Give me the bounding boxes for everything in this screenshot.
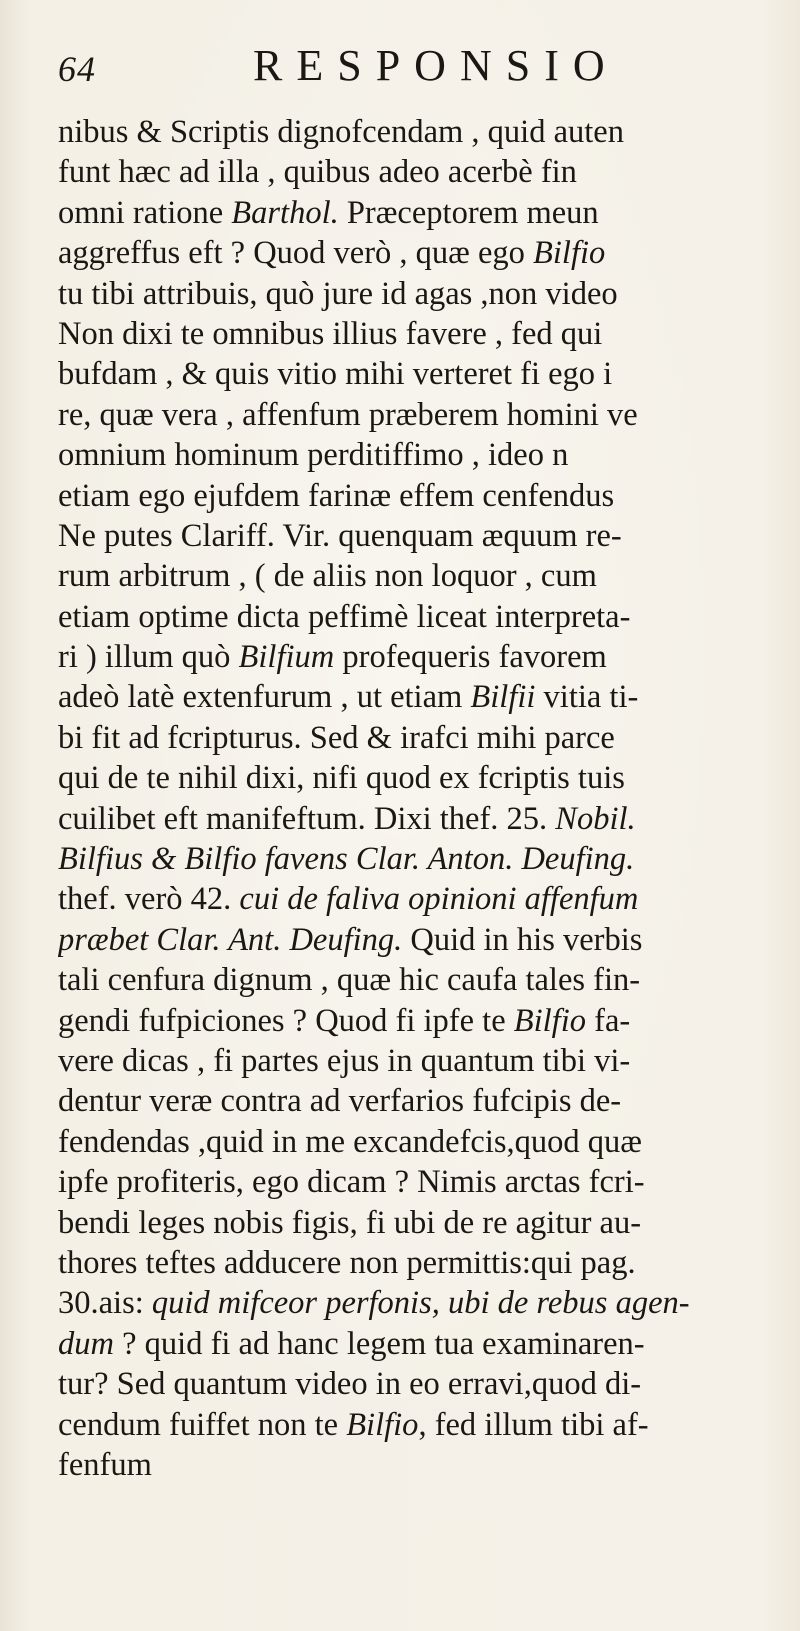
- text-segment: bi fit ad fcripturus. Sed & irafci mihi parce: [58, 719, 615, 756]
- text-segment: aggreffus eft ? Quod verò , quæ ego: [58, 235, 534, 272]
- text-segment: omni ratione: [58, 194, 232, 231]
- text-line: [58, 677, 798, 717]
- text-segment: bendi leges nobis figis, fi ubi de re agitur au-: [58, 1204, 642, 1241]
- text-line: [58, 112, 798, 152]
- text-segment: vere dicas , fi partes ejus in quantum tibi vi-: [58, 1042, 631, 1079]
- text-segment: funt hæc ad illa , quibus adeo acerbè fin: [58, 154, 577, 191]
- italic-text-segment: quid mifceor perfonis, ubi de rebus agen-: [151, 1285, 690, 1322]
- text-line: [58, 839, 798, 879]
- text-line: [58, 476, 798, 516]
- text-line: [58, 960, 798, 1000]
- italic-text-segment: præbet Clar. Ant. Deufing.: [58, 921, 403, 958]
- text-segment: omnium hominum perditiffimo , ideo n: [58, 437, 569, 474]
- text-line: [58, 1203, 798, 1243]
- text-line: [58, 395, 798, 435]
- text-segment: dentur veræ contra ad verfarios fufcipis de-: [58, 1083, 622, 1120]
- text-line: [58, 152, 798, 192]
- text-segment: re, quæ vera , affenfum præberem homini ve: [58, 396, 638, 433]
- italic-text-segment: cui de faliva opinioni affenfum: [239, 881, 639, 918]
- text-line: [58, 435, 798, 475]
- text-line: [58, 799, 798, 839]
- italic-text-segment: Barthol.: [231, 194, 339, 231]
- text-segment: thef. verò 42.: [58, 881, 240, 918]
- italic-text-segment: Bilfio: [513, 1002, 586, 1039]
- text-line: [58, 758, 798, 798]
- italic-text-segment: Bilfium: [238, 639, 335, 676]
- text-segment: Ne putes Clariff. Vir. quenquam æquum re-: [58, 517, 622, 554]
- text-segment: ? quid fi ad hanc legem tua examinaren-: [113, 1325, 645, 1362]
- text-segment: fa-: [586, 1002, 631, 1039]
- text-line: [58, 1445, 798, 1485]
- text-line: [58, 1001, 798, 1041]
- text-segment: rum arbitrum , ( de aliis non loquor , cum: [58, 558, 597, 595]
- text-line: [58, 516, 798, 556]
- italic-text-segment: Bilfio: [346, 1406, 419, 1443]
- italic-text-segment: Bilfii: [470, 679, 536, 716]
- text-segment: thores teftes adducere non permittis:qui pag.: [58, 1244, 636, 1281]
- text-line: [58, 1162, 798, 1202]
- text-segment: tu tibi attribuis, quò jure id agas ,non video: [58, 275, 618, 312]
- text-line: [58, 879, 798, 919]
- text-line: [58, 1041, 798, 1081]
- text-segment: gendi fufpiciones ? Quod fi ipfe te: [58, 1002, 514, 1039]
- text-line: [58, 637, 798, 677]
- text-line: [58, 193, 798, 233]
- text-line: [58, 1243, 798, 1283]
- text-line: [58, 314, 798, 354]
- text-segment: cuilibet eft manifeftum. Dixi thef. 25.: [58, 800, 556, 837]
- text-segment: 30.ais:: [58, 1285, 152, 1322]
- text-segment: qui de te nihil dixi, nifi quod ex fcriptis tuis: [58, 760, 625, 797]
- text-segment: etiam optime dicta peffimè liceat interpreta-: [58, 598, 631, 635]
- text-line: [58, 1122, 798, 1162]
- text-segment: adeò latè extenfurum , ut etiam: [58, 679, 471, 716]
- text-line: [58, 597, 798, 637]
- text-line: [58, 1081, 798, 1121]
- text-segment: ipfe profiteris, ego dicam ? Nimis arctas fcri-: [58, 1164, 645, 1201]
- text-line: [58, 920, 798, 960]
- text-segment: ri ) illum quò: [58, 639, 239, 676]
- text-segment: Præceptorem meun: [338, 194, 599, 231]
- text-line: [58, 274, 798, 314]
- text-segment: fenfum: [58, 1446, 152, 1483]
- text-line: [58, 1324, 798, 1364]
- body-text: [58, 112, 798, 1485]
- text-segment: tur? Sed quantum video in eo erravi,quod di-: [58, 1366, 642, 1403]
- text-segment: cendum fuiffet non te: [58, 1406, 347, 1443]
- text-line: [58, 718, 798, 758]
- running-head: RESPONSIO: [253, 41, 619, 90]
- text-segment: bufdam , & quis vitio mihi verteret fi ego i: [58, 356, 613, 393]
- text-segment: profequeris favorem: [334, 639, 607, 676]
- italic-text-segment: Nobil.: [555, 800, 636, 837]
- text-segment: vitia ti-: [535, 679, 639, 716]
- text-line: [58, 1364, 798, 1404]
- text-line: [58, 556, 798, 596]
- page-header: [58, 36, 780, 106]
- page-number: 64: [58, 49, 96, 89]
- italic-text-segment: Bilfius & Bilfio favens Clar. Anton. Deufing.: [58, 841, 635, 878]
- text-line: [58, 233, 798, 273]
- text-segment: Quid in his verbis: [402, 921, 643, 958]
- text-segment: fendendas ,quid in me excandefcis,quod quæ: [58, 1123, 642, 1160]
- text-segment: tali cenfura dignum , quæ hic caufa tales fin-: [58, 962, 641, 999]
- italic-text-segment: Bilfio: [533, 235, 606, 272]
- text-segment: etiam ego ejufdem farinæ effem cenfendus: [58, 477, 615, 514]
- text-segment: nibus & Scriptis dignofcendam , quid auten: [58, 114, 624, 150]
- text-segment: Non dixi te omnibus illius favere , fed qui: [58, 315, 603, 352]
- text-line: [58, 1283, 798, 1323]
- text-line: [58, 354, 798, 394]
- text-segment: , fed illum tibi af-: [418, 1406, 649, 1443]
- italic-text-segment: dum: [58, 1325, 114, 1362]
- text-line: [58, 1405, 798, 1445]
